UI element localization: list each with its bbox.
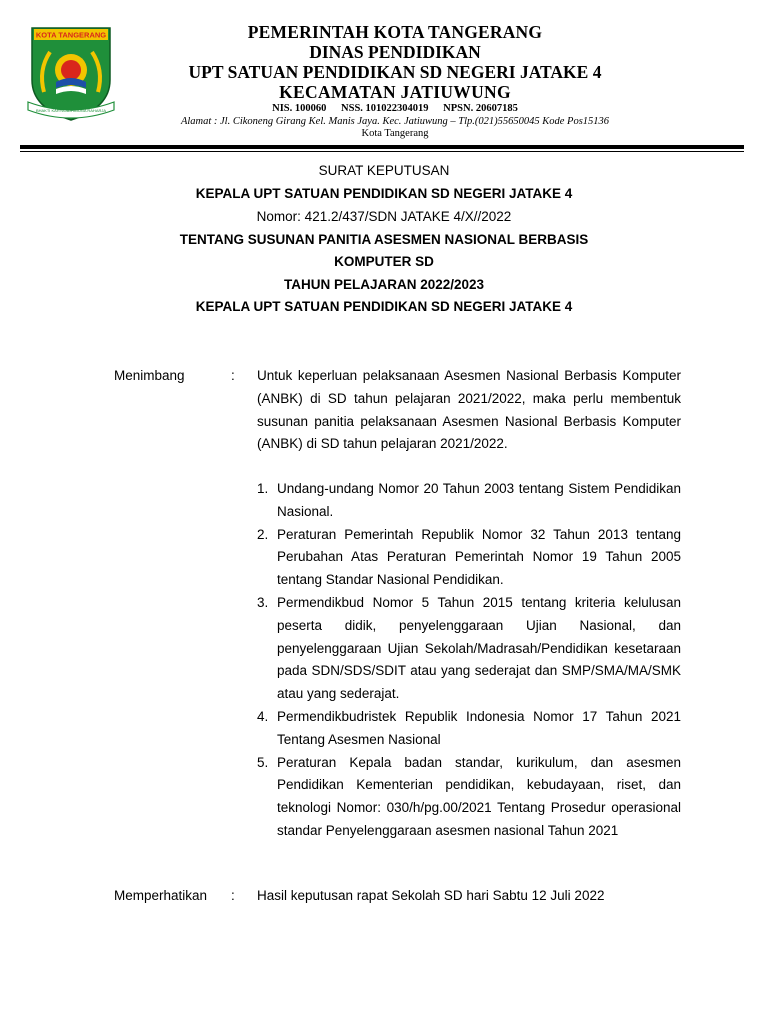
list-item bbox=[257, 478, 681, 524]
list-item-text: Permendikbudristek Republik Indonesia Nomor 17 Tahun 2021 Tentang Asesmen Nasional bbox=[277, 708, 681, 747]
list-item-text: Peraturan Pemerintah Republik Nomor 32 Tahun 2013 tentang Perubahan Atas Peraturan Pemerintah Nomor 19 Tahun 2005 tentang Standar Nasional Pendidikan. bbox=[277, 526, 681, 588]
school-city: Kota Tangerang bbox=[361, 128, 429, 139]
menimbang-label: Menimbang bbox=[114, 368, 185, 383]
memperhatikan-colon: : bbox=[231, 888, 235, 903]
letterhead bbox=[130, 0, 660, 145]
letterhead-government: PEMERINTAH KOTA TANGERANG bbox=[247, 22, 543, 42]
list-item-text: Permendikbud Nomor 5 Tahun 2015 tentang kriteria kelulusan peserta didik, penyelenggaraan Ujian Nasional, dan penyelenggaraan Ujian Sekolah/Madrasah/Pendidikan kesetaraan pada SDN/SDS/SDIT atau yang sederajat dan SMP/SMA/MA/SMK atau yang sederajat. bbox=[277, 594, 681, 702]
subject-line-1: TENTANG SUSUNAN PANITIA ASESMEN NASIONAL BERBASIS bbox=[179, 232, 589, 247]
list-item bbox=[257, 752, 681, 843]
list-item bbox=[257, 524, 681, 592]
kota-tangerang-logo bbox=[20, 22, 122, 124]
list-item-number: 3. bbox=[257, 594, 269, 610]
list-item-number: 5. bbox=[257, 754, 269, 770]
issuer-title-repeat: KEPALA UPT SATUAN PENDIDIKAN SD NEGERI JATAKE 4 bbox=[195, 299, 573, 314]
school-address: Alamat : Jl. Cikoneng Girang Kel. Manis Jaya. Kec. Jatiuwung – Tlp.(021)55650045 Kode Pos15136 bbox=[180, 116, 610, 127]
menimbang-colon: : bbox=[231, 368, 235, 383]
letterhead-department: DINAS PENDIDIKAN bbox=[309, 42, 481, 62]
list-item-text: Peraturan Kepala badan standar, kurikulum, dan asesmen Pendidikan Kementerian pendidikan, kebudayaan, riset, dan teknologi Nomor: 030/h/pg.00/2021 Tentang Prosedur operasional standar Penyelenggaraan asesmen nasional Tahun 2021 bbox=[277, 754, 681, 838]
list-item-text: Undang-undang Nomor 20 Tahun 2003 tentang Sistem Pendidikan Nasional. bbox=[277, 481, 681, 519]
list-item bbox=[257, 592, 681, 706]
npsn-number: NPSN. 20607185 bbox=[443, 103, 518, 114]
menimbang-text: Untuk keperluan pelaksanaan Asesmen Nasional Berbasis Komputer (ANBK) di SD tahun pelajaran 2021/2022, maka perlu membentuk susunan panitia pelaksanaan Asesmen Nasional Berbasis Komputer (ANBK) di SD tahun pelajaran 2021/2022. bbox=[257, 368, 681, 452]
nss-number: NSS. 101022304019 bbox=[341, 103, 429, 114]
letterhead-divider-thin bbox=[20, 151, 744, 152]
decree-number: Nomor: 421.2/437/SDN JATAKE 4/X//2022 bbox=[256, 209, 512, 224]
letterhead-school: UPT SATUAN PENDIDIKAN SD NEGERI JATAKE 4 bbox=[188, 62, 602, 82]
letterhead-district: KECAMATAN JATIUWUNG bbox=[279, 82, 511, 102]
letterhead-divider-thick bbox=[20, 145, 744, 149]
subject-line-2: KOMPUTER SD bbox=[334, 254, 434, 269]
list-item-number: 4. bbox=[257, 708, 269, 724]
memperhatikan-label: Memperhatikan bbox=[114, 888, 208, 903]
academic-year: TAHUN PELAJARAN 2022/2023 bbox=[283, 277, 485, 292]
school-identifiers bbox=[130, 103, 660, 114]
issuer-title: KEPALA UPT SATUAN PENDIDIKAN SD NEGERI JATAKE 4 bbox=[195, 186, 573, 201]
list-item-number: 2. bbox=[257, 526, 269, 542]
nis-number: NIS. 100060 bbox=[272, 103, 327, 114]
doc-type-title: SURAT KEPUTUSAN bbox=[318, 163, 450, 178]
list-item bbox=[257, 706, 681, 752]
logo-name-text: KOTA TANGERANG bbox=[35, 30, 107, 40]
logo-motto-text: BHAKTI KARYA ADHIGUNA RAHARJA bbox=[35, 108, 107, 113]
list-item-number: 1. bbox=[257, 481, 269, 496]
legal-basis-list bbox=[257, 478, 681, 843]
memperhatikan-text: Hasil keputusan rapat Sekolah SD hari Sabtu 12 Juli 2022 bbox=[257, 888, 605, 903]
